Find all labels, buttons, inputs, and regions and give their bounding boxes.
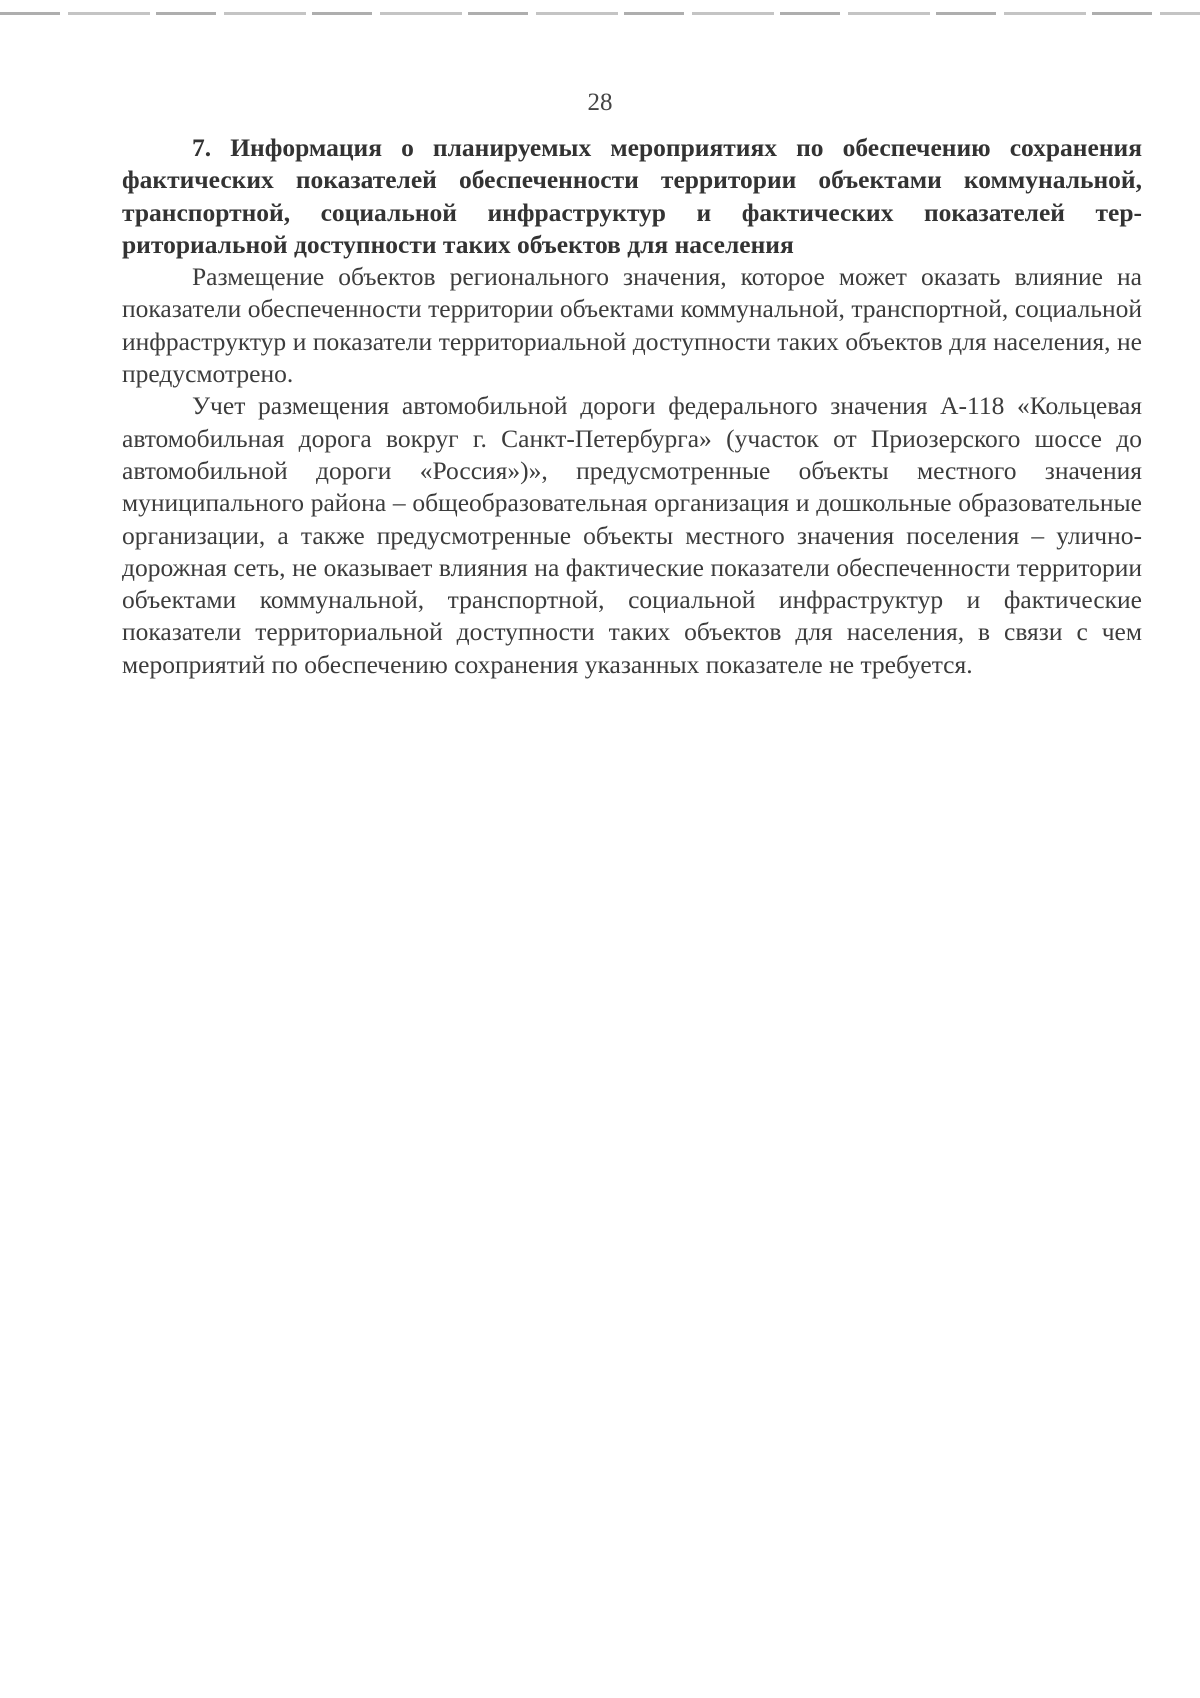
page-number: 28 [587, 89, 613, 116]
document-body [122, 132, 1142, 681]
section-heading: 7. Информация о планируемых мероприятиях по обеспечению сохранения фактических показателей обеспеченности территории объектами коммунальной, транспортной, социальной инфраструктур и фактических показателей территориальной доступности таких объектов для населения [122, 133, 1142, 259]
scan-border-artifact [0, 12, 1200, 15]
paragraph-road-accounting: Учет размещения автомобильной дороги федерального значения А-118 «Кольцевая автомобильная дорога вокруг г. Санкт-Петербурга» (участок от Приозерского шоссе до автомобильной дороги «Россия»)», предусмотренные объекты местного значения муниципального района – общеобразовательная организация и дошкольные образовательные организации, а также предусмотренные объекты местного значения поселения – улично-дорожная сеть, не оказывает влияния на фактические показатели обеспеченности территории объектами коммунальной, транспортной, социальной инфраструктур и фактические показатели территориальной доступности таких объектов для населения, в связи с чем мероприятий по обеспечению сохранения указанных показателе не требуется. [122, 391, 1142, 679]
paragraph-regional-objects: Размещение объектов регионального значения, которое может оказать влияние на показатели обеспеченности территории объектами коммунальной, транспортной, социальной инфраструктур и показатели территориальной доступности таких объектов для населения, не предусмотрено. [122, 262, 1142, 389]
